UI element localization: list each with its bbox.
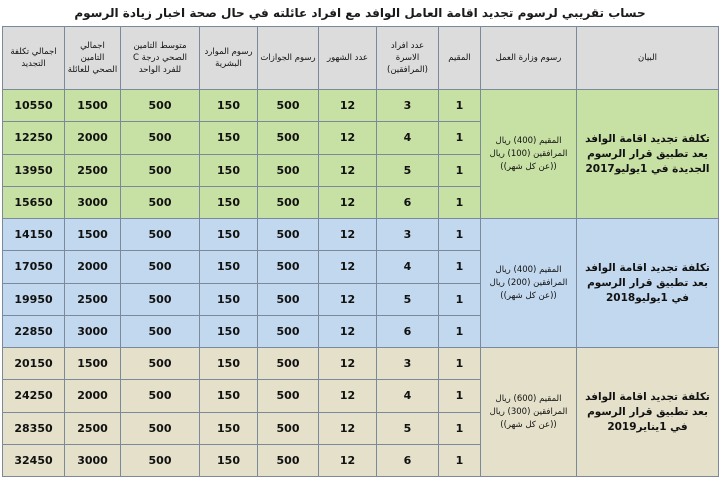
cell-resident: 1 [439,154,481,186]
cell-months: 12 [319,348,377,380]
header-labor-fees: رسوم وزارة العمل [481,27,577,90]
cell-insurance-total: 2500 [65,283,121,315]
header-insurance-total: اجمالي التامين الصحي للعائلة [65,27,121,90]
cell-resident: 1 [439,219,481,251]
cell-renewal-total: 14150 [3,219,65,251]
cell-hr: 150 [200,380,258,412]
cell-months: 12 [319,251,377,283]
cell-insurance-total: 2000 [65,251,121,283]
cell-hr: 150 [200,90,258,122]
cell-passport: 500 [258,412,319,444]
cell-renewal-total: 12250 [3,122,65,154]
cell-resident: 1 [439,444,481,476]
cell-family: 3 [377,219,439,251]
cell-insurance-avg: 500 [121,219,200,251]
header-statement: البيان [577,27,719,90]
cell-months: 12 [319,315,377,347]
cell-hr: 150 [200,412,258,444]
cell-insurance-avg: 500 [121,90,200,122]
cell-passport: 500 [258,251,319,283]
cell-insurance-avg: 500 [121,412,200,444]
cell-passport: 500 [258,186,319,218]
cell-renewal-total: 32450 [3,444,65,476]
cell-insurance-total: 2500 [65,154,121,186]
cell-months: 12 [319,412,377,444]
cell-insurance-avg: 500 [121,380,200,412]
cell-insurance-total: 3000 [65,315,121,347]
cell-insurance-avg: 500 [121,154,200,186]
group-labor-fees: المقيم (400) ريال المرافقين (100) ريال ((عن كل شهر)) [481,90,577,219]
table-row [3,219,719,251]
group-labor-fees: المقيم (600) ريال المرافقين (300) ريال ((عن كل شهر)) [481,348,577,477]
cell-hr: 150 [200,219,258,251]
cell-resident: 1 [439,186,481,218]
cell-renewal-total: 19950 [3,283,65,315]
cell-months: 12 [319,444,377,476]
fees-table [2,26,719,477]
cell-insurance-avg: 500 [121,122,200,154]
header-passport-fees: رسوم الجوازات [258,27,319,90]
cell-passport: 500 [258,315,319,347]
cell-hr: 150 [200,315,258,347]
cell-passport: 500 [258,444,319,476]
cell-months: 12 [319,154,377,186]
cell-insurance-total: 3000 [65,444,121,476]
cell-hr: 150 [200,122,258,154]
header-resident: المقيم [439,27,481,90]
header-family-count: عدد افراد الاسرة (المرافقين) [377,27,439,90]
cell-passport: 500 [258,348,319,380]
cell-renewal-total: 15650 [3,186,65,218]
header-row [3,27,719,90]
cell-resident: 1 [439,122,481,154]
cell-insurance-total: 2500 [65,412,121,444]
cell-hr: 150 [200,251,258,283]
cell-hr: 150 [200,444,258,476]
cell-resident: 1 [439,380,481,412]
cell-renewal-total: 22850 [3,315,65,347]
cell-renewal-total: 13950 [3,154,65,186]
cell-insurance-total: 1500 [65,348,121,380]
header-renewal-total: اجمالي تكلفة التجديد [3,27,65,90]
cell-passport: 500 [258,122,319,154]
cell-insurance-total: 2000 [65,122,121,154]
table-row [3,348,719,380]
cell-insurance-avg: 500 [121,283,200,315]
header-hr-fees: رسوم الموارد البشرية [200,27,258,90]
cell-renewal-total: 28350 [3,412,65,444]
cell-passport: 500 [258,283,319,315]
cell-insurance-total: 1500 [65,90,121,122]
cell-family: 6 [377,186,439,218]
cell-family: 5 [377,412,439,444]
cell-family: 3 [377,348,439,380]
cell-resident: 1 [439,348,481,380]
cell-renewal-total: 24250 [3,380,65,412]
cell-hr: 150 [200,283,258,315]
cell-passport: 500 [258,154,319,186]
cell-insurance-avg: 500 [121,444,200,476]
cell-family: 6 [377,315,439,347]
header-insurance-avg: متوسط التامين الصحي درجة C للفرد الواحد [121,27,200,90]
cell-insurance-avg: 500 [121,348,200,380]
cell-months: 12 [319,380,377,412]
cell-insurance-total: 3000 [65,186,121,218]
cell-months: 12 [319,90,377,122]
cell-insurance-total: 1500 [65,219,121,251]
cell-renewal-total: 17050 [3,251,65,283]
table-row [3,90,719,122]
cell-insurance-avg: 500 [121,315,200,347]
cell-family: 4 [377,251,439,283]
group-labor-fees: المقيم (400) ريال المرافقين (200) ريال ((عن كل شهر)) [481,219,577,348]
cell-months: 12 [319,219,377,251]
cell-months: 12 [319,283,377,315]
cell-renewal-total: 10550 [3,90,65,122]
cell-family: 4 [377,380,439,412]
cell-family: 3 [377,90,439,122]
group-statement: تكلفة تجديد اقامة الوافد بعد تطبيق قرار الرسوم في 1يناير2019 [577,348,719,477]
cell-passport: 500 [258,380,319,412]
cell-family: 4 [377,122,439,154]
cell-hr: 150 [200,348,258,380]
cell-hr: 150 [200,154,258,186]
cell-hr: 150 [200,186,258,218]
group-statement: تكلفة تجديد اقامة الوافد بعد تطبيق قرار الرسوم في 1يوليو2018 [577,219,719,348]
cell-passport: 500 [258,90,319,122]
cell-family: 5 [377,283,439,315]
cell-months: 12 [319,186,377,218]
page-title: حساب تقريبي لرسوم تجديد اقامة العامل الوافد مع افراد عائلته في حال صحة اخبار زيادة الرسوم [74,6,646,20]
cell-renewal-total: 20150 [3,348,65,380]
cell-family: 6 [377,444,439,476]
cell-resident: 1 [439,315,481,347]
fees-table-container [2,26,718,477]
cell-resident: 1 [439,412,481,444]
cell-resident: 1 [439,90,481,122]
cell-insurance-avg: 500 [121,251,200,283]
cell-passport: 500 [258,219,319,251]
cell-family: 5 [377,154,439,186]
group-statement: تكلفة تجديد اقامة الوافد بعد تطبيق قرار الرسوم الجديدة في 1يوليو2017 [577,90,719,219]
cell-resident: 1 [439,251,481,283]
header-months: عدد الشهور [319,27,377,90]
cell-insurance-total: 2000 [65,380,121,412]
cell-months: 12 [319,122,377,154]
cell-resident: 1 [439,283,481,315]
cell-insurance-avg: 500 [121,186,200,218]
